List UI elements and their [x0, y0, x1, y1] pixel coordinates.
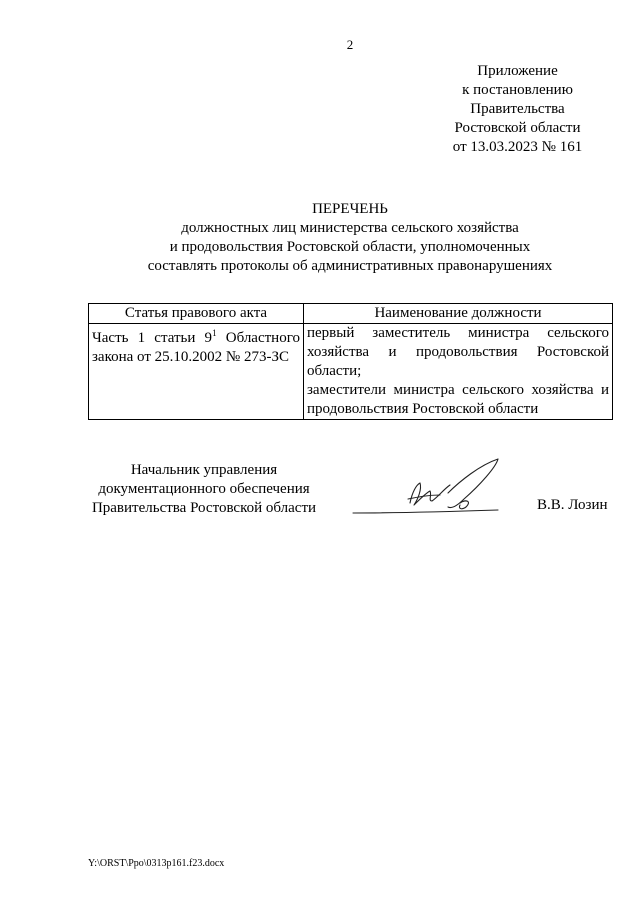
- appendix-line: от 13.03.2023 № 161: [452, 139, 583, 155]
- position-cell: [304, 324, 613, 420]
- title-line: составлять протоколы об административных правонарушениях: [147, 258, 553, 274]
- table-header-row: [89, 304, 613, 324]
- signatory-title-line: документационного обеспечения: [98, 481, 310, 497]
- signatory-title-line: Правительства Ростовской области: [91, 500, 317, 516]
- article-text-suffix: Областного закона от 25.10.2002 № 273-ЗС: [92, 330, 300, 365]
- signer-name: В.В. Лозин: [537, 497, 608, 513]
- page-number: 2: [346, 37, 354, 52]
- appendix-line: Приложение: [477, 63, 558, 79]
- column-header-position: Наименование должности: [304, 304, 613, 324]
- article-text-prefix: Часть 1 статьи 9: [92, 330, 213, 346]
- title-line: и продовольствия Ростовской области, уполномоченных: [169, 239, 531, 255]
- appendix-line: Правительства: [470, 101, 565, 117]
- title-heading: ПЕРЕЧЕНЬ: [312, 201, 388, 217]
- article-superscript: 1: [212, 328, 217, 338]
- appendix-block: [440, 62, 595, 157]
- article-cell: [89, 324, 304, 420]
- officials-table: [88, 303, 613, 420]
- handwritten-signature: [348, 455, 508, 525]
- title-line: должностных лиц министерства сельского хозяйства: [181, 220, 519, 236]
- appendix-line: к постановлению: [462, 82, 573, 98]
- signatory-title-line: Начальник управления: [130, 462, 278, 478]
- table-row: [89, 324, 613, 420]
- appendix-line: Ростовской области: [454, 120, 581, 136]
- file-path-footer: Y:\ORST\Ppo\0313p161.f23.docx: [88, 858, 225, 869]
- document-title: [60, 200, 640, 276]
- position-item: заместители министра сельского хозяйства и продовольствия Ростовской области: [307, 382, 609, 417]
- signatory-title: [88, 461, 320, 518]
- position-item: первый заместитель министра сельского хозяйства и продовольствия Ростовской области;: [307, 325, 609, 379]
- column-header-article: Статья правового акта: [89, 304, 304, 324]
